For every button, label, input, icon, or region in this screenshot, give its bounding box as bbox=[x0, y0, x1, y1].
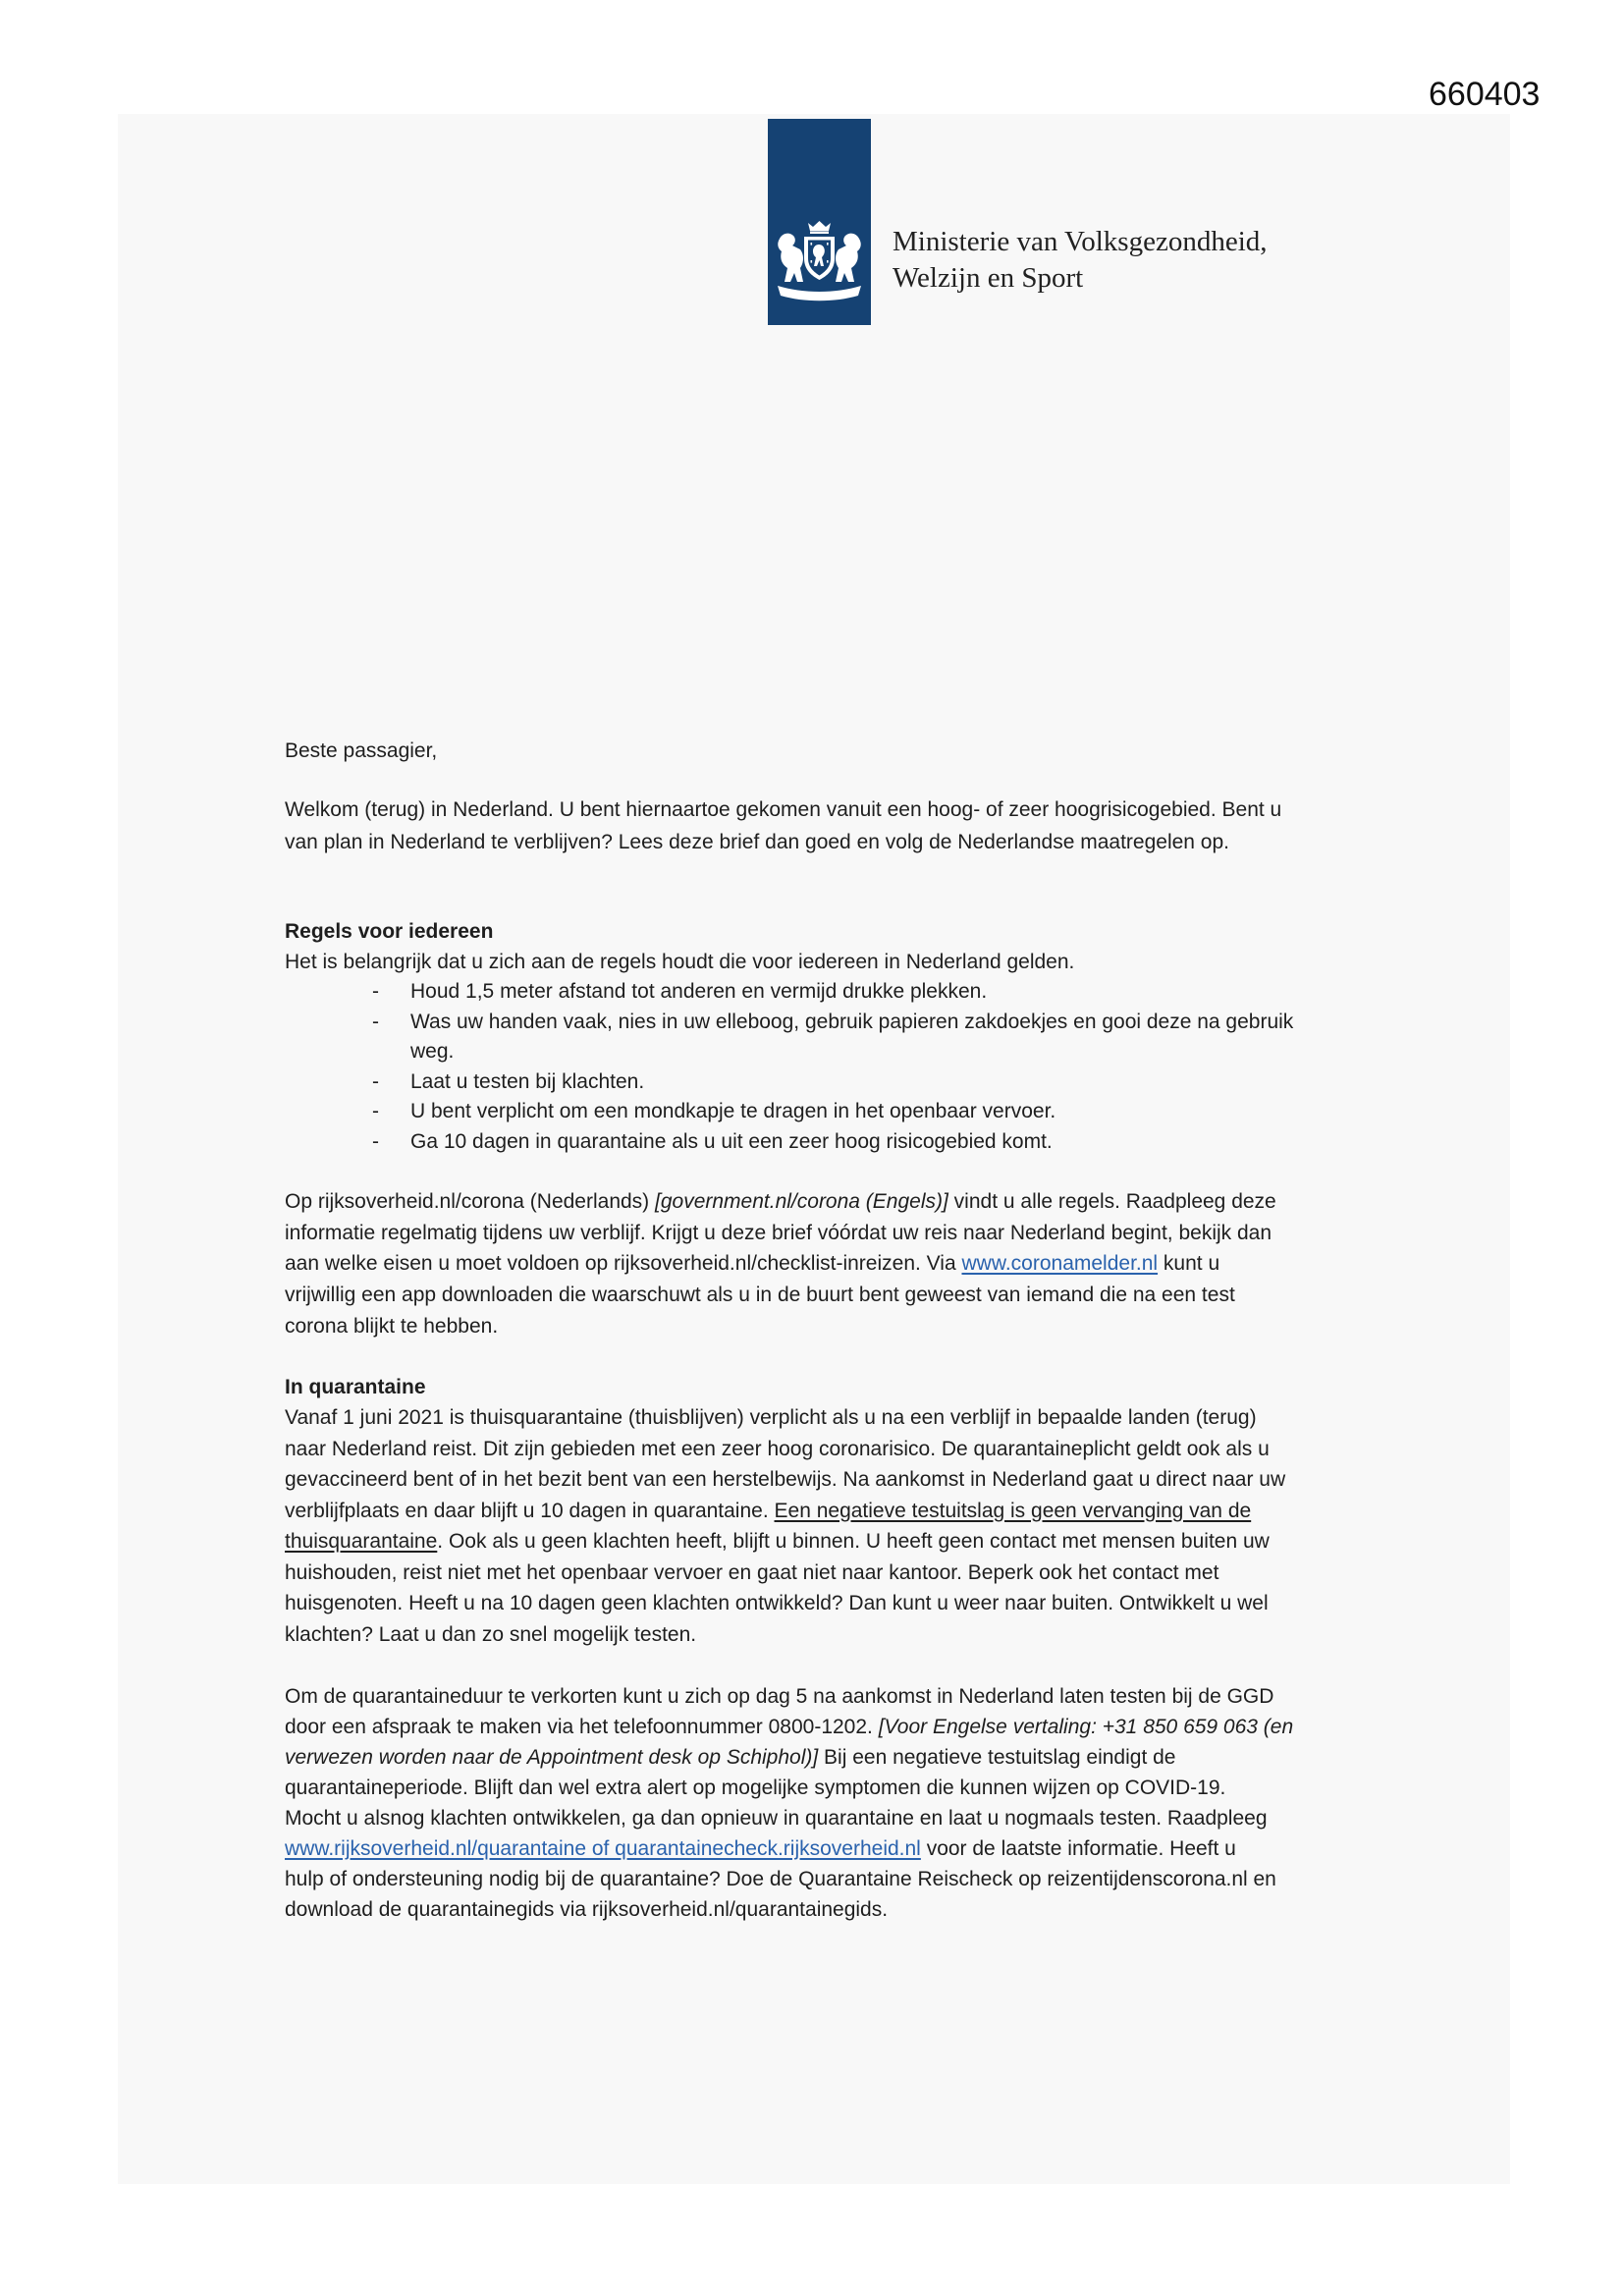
quarantine-line-4 bbox=[285, 1496, 1285, 1527]
rule-item bbox=[285, 1127, 1293, 1158]
quarantine-line-4-start: verblijfplaats en daar blijft u 10 dagen in quarantaine. bbox=[285, 1499, 775, 1522]
info-line-4: vrijwillig een app downloaden die waarschuwt als u in de buurt bent geweest van iemand die na een test bbox=[285, 1284, 1235, 1307]
negative-test-notice: Een negatieve testuitslag is geen vervanging van de bbox=[774, 1499, 1252, 1522]
quarantine-line-3: gevaccineerd bent of in het bezit bent van een herstelbewijs. Na aankomst in Nederland gaat u direct naar uw bbox=[285, 1468, 1286, 1491]
quarantine-line-7: huisgenoten. Heeft u na 10 dagen geen klachten ontwikkeld? Dan kunt u weer naar buiten. Ontwikkelt u wel bbox=[285, 1592, 1269, 1614]
english-rules-reference: [government.nl/corona (Engels)] bbox=[655, 1190, 948, 1213]
bullet-marker: - bbox=[372, 980, 379, 1003]
info-line-3 bbox=[285, 1248, 1276, 1280]
ministry-name bbox=[893, 224, 1268, 297]
quarantine-line-8: klachten? Laat u dan zo snel mogelijk testen. bbox=[285, 1622, 697, 1646]
info-paragraph bbox=[285, 1186, 1276, 1342]
testing-line-5: Mocht u alsnog klachten ontwikkelen, ga dan opnieuw in quarantaine en laat u nogmaals testen. Raadpleeg bbox=[285, 1806, 1268, 1830]
testing-line-4: quarantaineperiode. Blijft dan wel extra alert op mogelijke symptomen die kunnen wijzen op COVID-19. bbox=[285, 1776, 1226, 1799]
salutation bbox=[285, 736, 437, 766]
bullet-marker: - bbox=[372, 1129, 379, 1153]
coat-of-arms-icon bbox=[774, 219, 865, 303]
info-line-5: corona blijkt te hebben. bbox=[285, 1314, 499, 1338]
testing-line-2-start: door een afspraak te maken via het telefoonnummer 0800-1202. bbox=[285, 1715, 879, 1738]
testing-line-7: hulp of ondersteuning nodig bij de quarantaine? Doe de Quarantaine Reischeck op reizentijdenscorona.nl en bbox=[285, 1868, 1276, 1891]
info-line-1-start: Op rijksoverheid.nl/corona (Nederlands) bbox=[285, 1190, 656, 1213]
rule-item bbox=[285, 1097, 1293, 1127]
ministry-name-line-1: Ministerie van Volksgezondheid, bbox=[893, 226, 1268, 257]
rule-item-line: Houd 1,5 meter afstand tot anderen en vermijd drukke plekken. bbox=[410, 980, 988, 1003]
rule-item-line: Ga 10 dagen in quarantaine als u uit een zeer hoog risicogebied komt. bbox=[410, 1129, 1053, 1153]
bullet-marker: - bbox=[372, 1100, 379, 1122]
info-line-3-start: aan welke eisen u moet voldoen op rijksoverheid.nl/checklist-inreizen. Via bbox=[285, 1252, 962, 1276]
info-line-3-end: kunt u bbox=[1158, 1252, 1220, 1276]
info-line-1 bbox=[285, 1186, 1276, 1218]
quarantine-line-5 bbox=[285, 1526, 1285, 1558]
quarantine-line-5-end: . Ook als u geen klachten heeft, blijft u binnen. U heeft geen contact met mensen buiten uw bbox=[437, 1530, 1270, 1553]
testing-line-3 bbox=[285, 1742, 1293, 1773]
bullet-marker: - bbox=[372, 1069, 379, 1093]
rules-intro: Het is belangrijk dat u zich aan de regels houdt die voor iedereen in Nederland gelden. bbox=[285, 950, 1075, 973]
testing-line-2 bbox=[285, 1712, 1293, 1742]
quarantine-line-2: naar Nederland reist. Dit zijn gebieden met een zeer hoog coronarisico. De quarantaineplicht geldt ook als u bbox=[285, 1437, 1270, 1460]
rules-section bbox=[285, 917, 1293, 1157]
intro-line-2: van plan in Nederland te verblijven? Lees deze brief dan goed en volg de Nederlandse maatregelen op. bbox=[285, 830, 1229, 853]
english-translation-note-end: verwezen worden naar de Appointment desk op Schiphol)] bbox=[285, 1745, 819, 1769]
quarantine-section bbox=[285, 1372, 1285, 1651]
rules-heading: Regels voor iedereen bbox=[285, 920, 494, 943]
testing-line-1: Om de quarantaineduur te verkorten kunt u zich op dag 5 na aankomst in Nederland laten testen bij de GGD bbox=[285, 1684, 1274, 1708]
logo-bar bbox=[768, 119, 871, 325]
rule-item bbox=[285, 1067, 1293, 1098]
quarantine-heading: In quarantaine bbox=[285, 1375, 426, 1398]
info-line-2: informatie regelmatig tijdens uw verblijf. Krijgt u deze brief vóórdat uw reis naar Nederland begint, bekijk dan bbox=[285, 1221, 1272, 1244]
testing-line-6-end: voor de laatste informatie. Heeft u bbox=[920, 1837, 1236, 1861]
document-number: 660403 bbox=[1429, 76, 1541, 113]
english-translation-note: [Voor Engelse vertaling: +31 850 659 063 (en bbox=[878, 1715, 1294, 1738]
intro-line-1: Welkom (terug) in Nederland. U bent hiernaartoe gekomen vanuit een hoog- of zeer hoogrisicogebied. Bent u bbox=[285, 798, 1282, 821]
info-line-1-end: vindt u alle regels. Raadpleeg deze bbox=[947, 1190, 1276, 1213]
salutation-text: Beste passagier, bbox=[285, 739, 438, 762]
quarantine-line-6: huishouden, reist niet met het openbaar vervoer en gaat niet naar kantoor. Beperk ook het contact met bbox=[285, 1560, 1219, 1584]
testing-line-6 bbox=[285, 1833, 1293, 1864]
negative-test-notice-end: thuisquarantaine bbox=[285, 1530, 438, 1553]
coronamelder-link[interactable]: www.coronamelder.nl bbox=[961, 1252, 1159, 1276]
testing-line-3-end: Bij een negatieve testuitslag eindigt de bbox=[818, 1745, 1176, 1769]
rule-item bbox=[285, 977, 1293, 1008]
rule-item-line: U bent verplicht om een mondkapje te dragen in het openbaar vervoer. bbox=[410, 1100, 1056, 1122]
quarantine-line-1: Vanaf 1 juni 2021 is thuisquarantaine (thuisblijven) verplicht als u na een verblijf in bepaalde landen (terug) bbox=[285, 1406, 1257, 1429]
rule-item-line: Laat u testen bij klachten. bbox=[410, 1069, 645, 1093]
rule-item-line: Was uw handen vaak, nies in uw elleboog, gebruik papieren zakdoekjes en gooi deze na gebruik bbox=[410, 1010, 1294, 1033]
intro-paragraph bbox=[285, 794, 1281, 859]
rule-item bbox=[285, 1008, 1293, 1067]
quarantine-info-link[interactable]: www.rijksoverheid.nl/quarantaine of quarantainecheck.rijksoverheid.nl bbox=[285, 1837, 921, 1861]
rule-item-line: weg. bbox=[410, 1040, 455, 1063]
ministry-name-line-2: Welzijn en Sport bbox=[893, 262, 1084, 294]
testing-line-8: download de quarantainegids via rijksoverheid.nl/quarantainegids. bbox=[285, 1898, 889, 1922]
bullet-marker: - bbox=[372, 1010, 379, 1033]
testing-paragraph bbox=[285, 1681, 1293, 1926]
